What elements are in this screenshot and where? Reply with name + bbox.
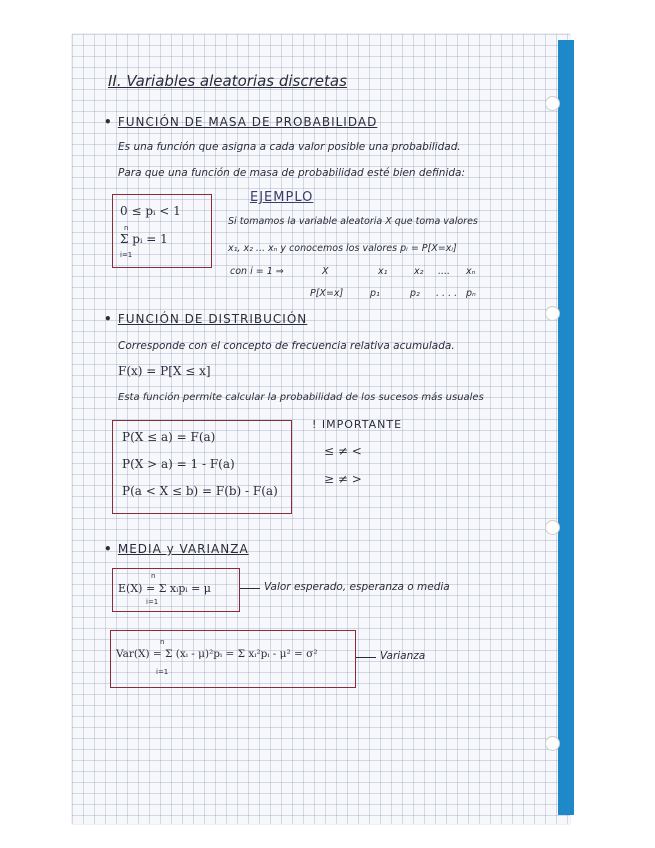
sum-upper-limit: n (124, 224, 129, 232)
sum-lower-limit: i=1 (120, 251, 133, 259)
arrow-icon (356, 657, 376, 658)
prob-gt-a: P(X > a) = 1 - F(a) (122, 457, 235, 471)
example-pn: pₙ (466, 288, 476, 299)
mean-variance-heading: • MEDIA y VARIANZA (104, 542, 249, 556)
variance-sum-lower: i=1 (156, 668, 169, 676)
example-p1: p₁ (370, 288, 380, 299)
example-p-dots: . . . . (436, 288, 458, 299)
variance-note: Varianza (380, 650, 426, 662)
example-x-header: X (322, 266, 329, 277)
example-x2: x₂ (414, 266, 424, 277)
example-p-header: P[X=x] (310, 288, 344, 299)
binder-hole (545, 306, 560, 321)
example-line-3-prefix: con i = 1 ⇒ (230, 266, 284, 277)
important-le: ≤ ≠ < (324, 444, 362, 458)
variance-sum-upper: n (160, 638, 165, 646)
binder-hole (545, 96, 560, 111)
example-xn: xₙ (466, 266, 476, 277)
mean-sum-lower: i=1 (146, 598, 159, 606)
distribution-function-heading: • FUNCIÓN DE DISTRIBUCIÓN (104, 312, 308, 326)
binder-hole (545, 736, 560, 751)
mass-function-heading: • FUNCIÓN DE MASA DE PROBABILIDAD (104, 115, 378, 129)
prob-between: P(a < X ≤ b) = F(b) - F(a) (122, 484, 278, 498)
binder-edge (558, 40, 574, 815)
mean-sum-upper: n (151, 572, 156, 580)
important-title: ! IMPORTANTE (312, 418, 403, 431)
condition-sum: Σ pᵢ = 1 (120, 232, 168, 246)
important-ge: ≥ ≠ > (324, 472, 362, 486)
prob-le-a: P(X ≤ a) = F(a) (122, 430, 216, 444)
variance-formula: Var(X) = Σ (xᵢ - μ)²pᵢ = Σ xᵢ²pᵢ - μ² = σ² (116, 648, 318, 660)
example-line-1: Si tomamos la variable aleatoria X que toma valores (228, 216, 478, 227)
mean-formula: E(X) = Σ xᵢpᵢ = μ (118, 582, 211, 595)
section-title: II. Variables aleatorias discretas (108, 72, 347, 90)
condition-range: 0 ≤ pᵢ < 1 (120, 204, 181, 218)
example-x-dots: .... (438, 266, 451, 277)
example-p2: p₂ (410, 288, 420, 299)
distribution-def: Corresponde con el concepto de frecuencia relativa acumulada. (118, 340, 455, 352)
mass-function-cond-intro: Para que una función de masa de probabilidad esté bien definida: (118, 167, 466, 179)
example-x1: x₁ (378, 266, 388, 277)
arrow-icon (240, 588, 260, 589)
example-title: EJEMPLO (250, 190, 314, 205)
example-line-2: x₁, x₂ ... xₙ y conocemos los valores pᵢ = P[X=xᵢ] (228, 243, 457, 254)
distribution-formula: F(x) = P[X ≤ x] (118, 364, 211, 378)
mass-function-def: Es una función que asigna a cada valor posible una probabilidad. (118, 141, 461, 153)
mean-note: Valor esperado, esperanza o media (264, 581, 450, 593)
distribution-use: Esta función permite calcular la probabilidad de los sucesos más usuales (118, 392, 484, 403)
binder-hole (545, 520, 560, 535)
